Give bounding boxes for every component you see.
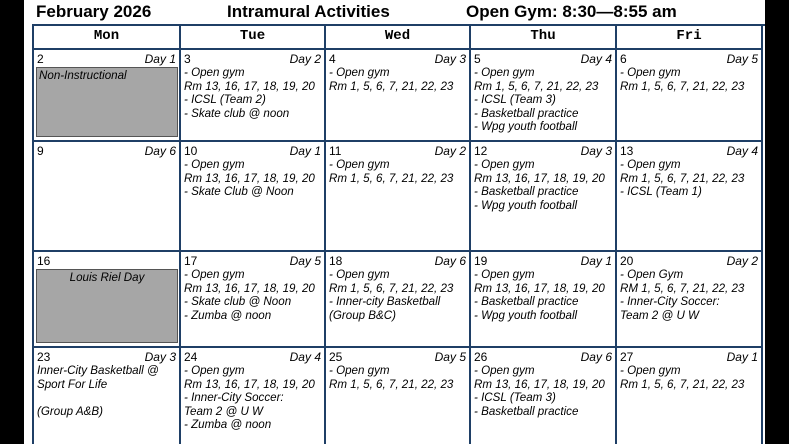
- activity-line: Rm 1, 5, 6, 7, 21, 22, 23: [329, 171, 454, 185]
- activity-line: - Skate club @ Noon: [184, 295, 292, 309]
- activity-line: - Open gym: [474, 364, 535, 377]
- activity-line: Rm 1, 5, 6, 7, 21, 22, 23: [329, 79, 454, 93]
- activity-line: - Inner-City Soccer:: [184, 391, 284, 405]
- activity-line: [37, 391, 178, 405]
- activity-line: - Skate club @ noon: [184, 106, 290, 120]
- activity-line: Rm 13, 16, 17, 18, 19, 20: [184, 377, 315, 391]
- date-number: 5: [474, 52, 481, 66]
- day-cell-26: [471, 348, 617, 444]
- activity-line: - Open gym: [474, 158, 535, 171]
- activity-line: Rm 1, 5, 6, 7, 21, 22, 23: [620, 79, 745, 93]
- activity-line: - Open gym: [474, 66, 535, 79]
- activity-line: - Inner-city Basketball: [329, 295, 441, 309]
- day-cell-25: [326, 348, 471, 444]
- cycle-day-label: Day 1: [726, 350, 758, 364]
- activity-line: Rm 13, 16, 17, 18, 19, 20: [474, 377, 605, 391]
- date-number: 23: [37, 350, 51, 364]
- date-number: 11: [329, 144, 342, 158]
- no-school-shading: [36, 67, 178, 137]
- date-number: 6: [620, 52, 627, 66]
- activity-list: [37, 364, 178, 418]
- day-cell-20: [617, 252, 763, 348]
- day-cell-6: [617, 50, 763, 142]
- cycle-day-label: Day 4: [580, 52, 612, 66]
- date-number: 9: [37, 144, 44, 158]
- day-cell-13: [617, 142, 763, 252]
- day-cell-19: [471, 252, 617, 348]
- activity-list: [620, 66, 760, 93]
- activity-list: [474, 66, 614, 134]
- date-number: 18: [329, 254, 343, 268]
- cycle-day-label: Day 1: [580, 254, 612, 268]
- day-cell-18: [326, 252, 471, 348]
- calendar-header: [24, 0, 765, 24]
- activity-line: - Open gym: [620, 66, 681, 79]
- activity-line: Rm 1, 5, 6, 7, 21, 22, 23: [620, 377, 745, 391]
- activity-list: [329, 66, 468, 93]
- activity-line: Team 2 @ U W: [620, 308, 699, 322]
- cycle-day-label: Day 4: [289, 350, 321, 364]
- activity-line: Team 2 @ U W: [184, 404, 263, 418]
- activity-line: - Open gym: [329, 66, 390, 79]
- cycle-day-label: Day 6: [434, 254, 466, 268]
- activity-line: Rm 1, 5, 6, 7, 21, 22, 23: [329, 377, 454, 391]
- day-cell-12: [471, 142, 617, 252]
- day-cell-2: [34, 50, 181, 142]
- activity-line: (Group B&C): [329, 308, 397, 322]
- cycle-day-label: Day 2: [726, 254, 758, 268]
- day-cell-10: [181, 142, 326, 252]
- date-number: 2: [37, 52, 44, 66]
- activity-line: Rm 13, 16, 17, 18, 19, 20: [184, 171, 315, 185]
- activity-line: - Open gym: [620, 158, 681, 171]
- activity-list: [329, 364, 468, 391]
- date-number: 20: [620, 254, 634, 268]
- activity-line: - Open gym: [329, 268, 390, 281]
- activity-list: [184, 66, 323, 120]
- activity-line: - Open gym: [329, 158, 390, 171]
- activity-line: - Basketball practice: [474, 185, 579, 199]
- activity-line: - Inner-City Soccer:: [620, 295, 720, 309]
- cycle-day-label: Day 6: [144, 144, 176, 158]
- cycle-day-label: Day 1: [289, 144, 321, 158]
- activity-line: - Open gym: [184, 268, 245, 281]
- calendar-grid: [32, 24, 765, 444]
- day-cell-11: [326, 142, 471, 252]
- day-cell-23: [34, 348, 181, 444]
- activities-title: Intramural Activities: [227, 2, 390, 21]
- activity-line: Rm 13, 16, 17, 18, 19, 20: [474, 281, 605, 295]
- no-school-label: Louis Riel Day: [69, 271, 145, 284]
- date-number: 10: [184, 144, 198, 158]
- activity-line: - Wpg youth football: [474, 120, 578, 134]
- day-cell-5: [471, 50, 617, 142]
- activity-line: Rm 13, 16, 17, 18, 19, 20: [184, 79, 315, 93]
- activity-line: - Basketball practice: [474, 106, 579, 120]
- date-number: 24: [184, 350, 198, 364]
- weekday-header-thu: Thu: [471, 26, 617, 50]
- activity-line: - Open gym: [184, 66, 245, 79]
- activity-list: [329, 268, 468, 322]
- no-school-shading: [36, 269, 178, 343]
- activity-list: [474, 364, 614, 418]
- date-number: 26: [474, 350, 488, 364]
- activity-line: Sport For Life: [37, 377, 108, 391]
- activity-line: - Basketball practice: [474, 404, 579, 418]
- activity-line: - Zumba @ noon: [184, 308, 272, 322]
- activity-line: Rm 1, 5, 6, 7, 21, 22, 23: [329, 281, 454, 295]
- date-number: 25: [329, 350, 343, 364]
- day-cell-9: [34, 142, 181, 252]
- cycle-day-label: Day 2: [289, 52, 321, 66]
- cycle-day-label: Day 3: [144, 350, 176, 364]
- cycle-day-label: Day 5: [726, 52, 758, 66]
- day-cell-27: [617, 348, 763, 444]
- activity-line: Rm 13, 16, 17, 18, 19, 20: [474, 171, 605, 185]
- activity-line: - ICSL (Team 1): [620, 185, 702, 199]
- date-number: 27: [620, 350, 634, 364]
- activity-line: - Wpg youth football: [474, 308, 578, 322]
- activity-list: [620, 268, 760, 322]
- open-gym-hours: Open Gym: 8:30—8:55 am: [466, 2, 677, 21]
- activity-list: [184, 158, 323, 199]
- month-title: February 2026: [36, 2, 152, 21]
- activity-line: - Open gym: [184, 158, 245, 171]
- cycle-day-label: Day 3: [434, 52, 466, 66]
- day-cell-4: [326, 50, 471, 142]
- activity-line: - Open gym: [620, 364, 681, 377]
- activity-line: - ICSL (Team 2): [184, 93, 266, 107]
- cycle-day-label: Day 5: [289, 254, 321, 268]
- cycle-day-label: Day 1: [144, 52, 176, 66]
- day-cell-16: [34, 252, 181, 348]
- activity-line: - ICSL (Team 3): [474, 391, 556, 405]
- activity-list: [620, 158, 760, 199]
- cycle-day-label: Day 2: [434, 144, 466, 158]
- activity-line: - Basketball practice: [474, 295, 579, 309]
- weekday-header-mon: Mon: [34, 26, 181, 50]
- activity-line: (Group A&B): [37, 404, 103, 418]
- activity-line: - Open gym: [474, 268, 535, 281]
- activity-line: - Wpg youth football: [474, 198, 578, 212]
- day-cell-17: [181, 252, 326, 348]
- activity-line: - Open gym: [329, 364, 390, 377]
- day-cell-24: [181, 348, 326, 444]
- activity-line: - ICSL (Team 3): [474, 93, 556, 107]
- activity-line: Rm 1, 5, 6, 7, 21, 22, 23: [620, 171, 745, 185]
- activity-list: [620, 364, 760, 391]
- activity-list: [184, 268, 323, 322]
- date-number: 16: [37, 254, 51, 268]
- activity-line: Rm 13, 16, 17, 18, 19, 20: [184, 281, 315, 295]
- activity-line: Rm 1, 5, 6, 7, 21, 22, 23: [474, 79, 599, 93]
- cycle-day-label: Day 5: [434, 350, 466, 364]
- activity-line: - Skate Club @ Noon: [184, 185, 294, 199]
- activity-line: - Open gym: [184, 364, 245, 377]
- weekday-header-wed: Wed: [326, 26, 471, 50]
- date-number: 19: [474, 254, 488, 268]
- cycle-day-label: Day 4: [726, 144, 758, 158]
- activity-list: [184, 364, 323, 432]
- date-number: 12: [474, 144, 488, 158]
- activity-list: [474, 158, 614, 212]
- no-school-label: Non-Instructional: [39, 69, 127, 82]
- activity-list: [329, 158, 468, 185]
- activity-line: Inner-City Basketball @: [37, 364, 159, 377]
- weekday-header-fri: Fri: [617, 26, 763, 50]
- weekday-header-tue: Tue: [181, 26, 326, 50]
- cycle-day-label: Day 6: [580, 350, 612, 364]
- activity-line: - Zumba @ noon: [184, 418, 272, 432]
- cycle-day-label: Day 3: [580, 144, 612, 158]
- activity-line: RM 1, 5, 6, 7, 21, 22, 23: [620, 281, 745, 295]
- date-number: 13: [620, 144, 634, 158]
- date-number: 3: [184, 52, 191, 66]
- activity-line: - Open Gym: [620, 268, 684, 281]
- date-number: 4: [329, 52, 336, 66]
- activity-list: [474, 268, 614, 322]
- day-cell-3: [181, 50, 326, 142]
- calendar-page: [24, 0, 765, 444]
- date-number: 17: [184, 254, 198, 268]
